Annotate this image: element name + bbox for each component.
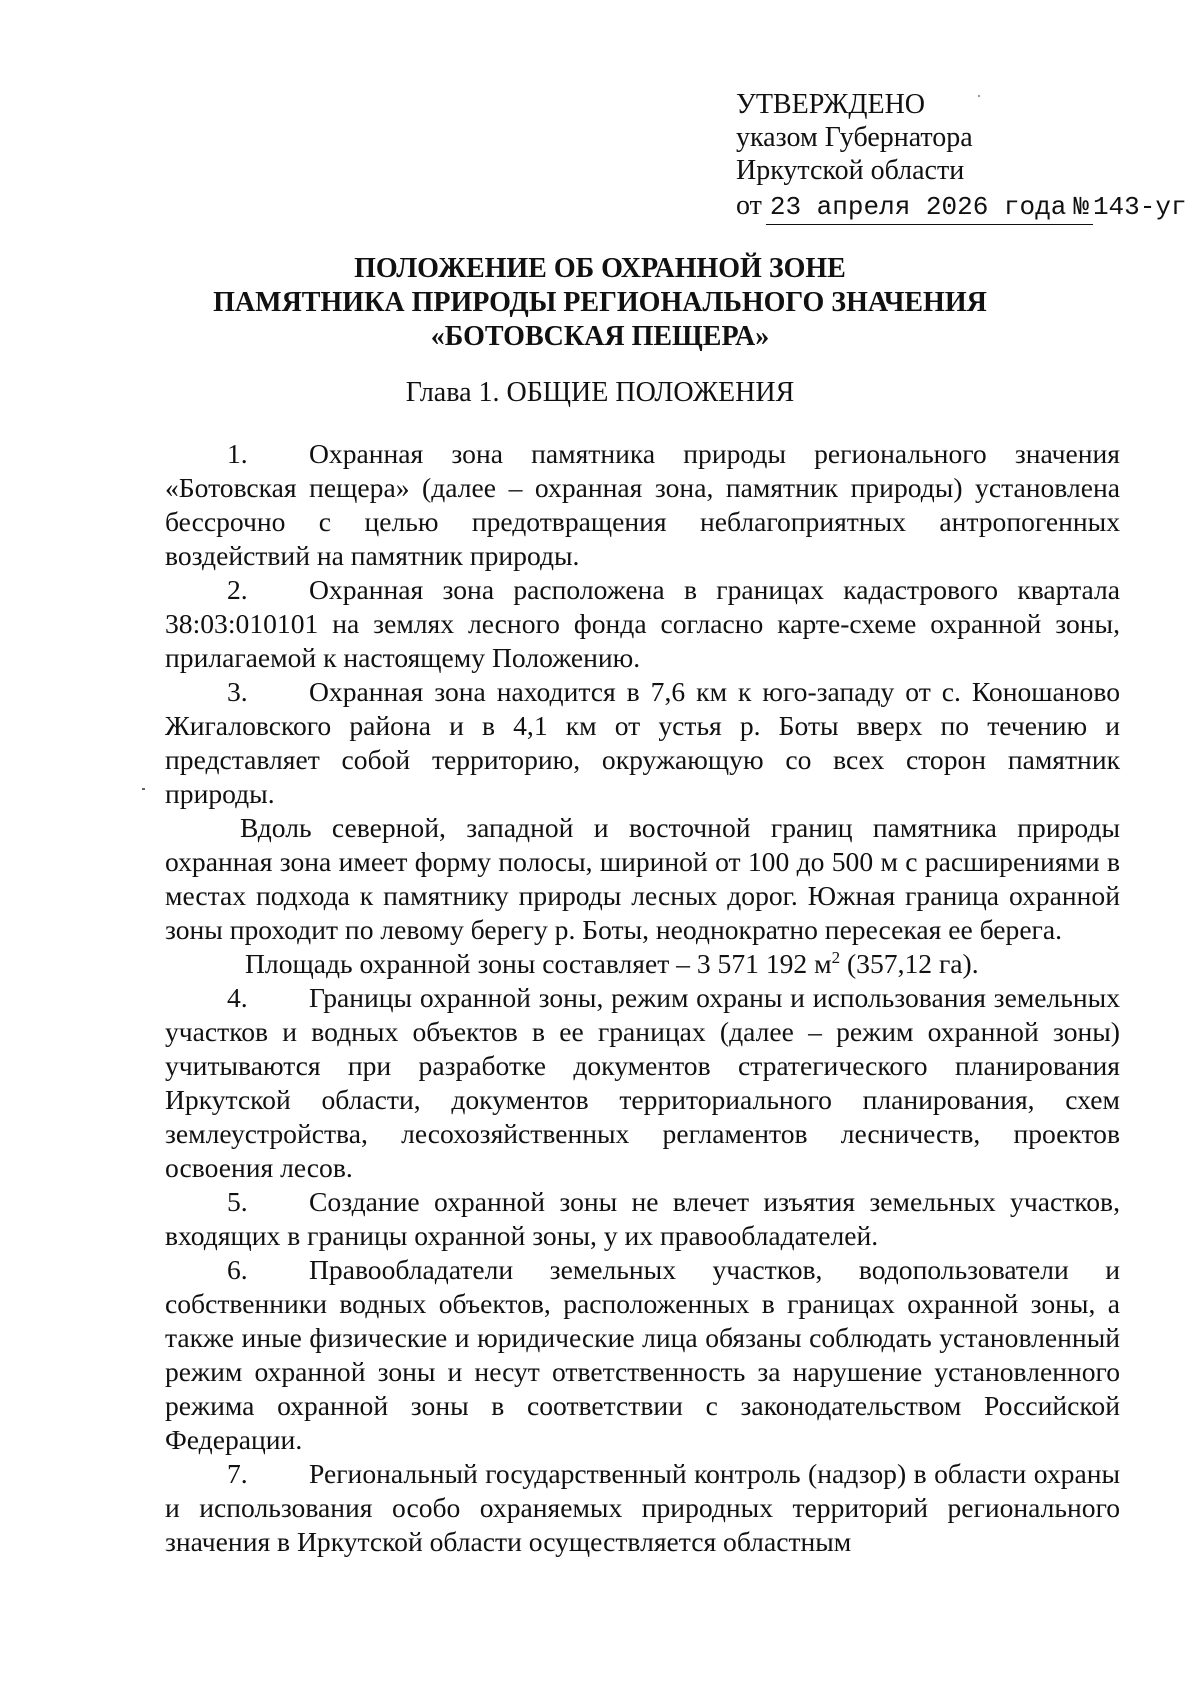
- paragraph-number: 5.: [227, 1186, 248, 1217]
- approval-block: [736, 88, 1187, 225]
- area-prefix: Площадь охранной зоны составляет – 3 571 192 м: [245, 948, 832, 979]
- title-line-1: ПОЛОЖЕНИЕ ОБ ОХРАННОЙ ЗОНЕ: [354, 253, 846, 284]
- approval-date-value: 23 апреля 2026 года: [769, 192, 1067, 222]
- approval-title: УТВЕРЖДЕНО: [736, 89, 926, 120]
- paragraph-4: [165, 981, 1120, 1185]
- paragraph-number: 3.: [227, 676, 248, 707]
- paragraph-text: Правообладатели земельных участков, водопользователи и собственники водных объектов, расположенных в границах охранной зоны, а также иные физические и юридические лица обязаны соблюдать установленный режим охранной зоны и несут ответственность за нарушение установленного режима охранной зоны в соответствии с законодательством Российской Федерации.: [165, 1254, 1120, 1455]
- paragraph-3-continued: [165, 811, 1120, 947]
- paragraph-number: 1.: [227, 438, 248, 469]
- paragraph-text: Региональный государственный контроль (надзор) в области охраны и использования особо охраняемых природных территорий регионального значения в Иркутской области осуществляется областным: [165, 1458, 1120, 1557]
- paragraph-text: Границы охранной зоны, режим охраны и использования земельных участков и водных объектов в ее границах (далее – режим охранной зоны) учитываются при разработке документов стратегического планирования Иркутской области, документов территориального планирования, схем землеустройства, лесохозяйственных регламентов лесничеств, проектов освоения лесов.: [165, 982, 1120, 1183]
- approval-line-2: Иркутской области: [736, 155, 965, 186]
- approval-number-label: №: [1073, 192, 1089, 222]
- area-statement: [165, 947, 1120, 981]
- paragraph-text: Охранная зона памятника природы регионального значения «Ботовская пещера» (далее – охранная зона, памятник природы) установлена бессрочно с целью предотвращения неблагоприятных антропогенных воздействий на памятник природы.: [165, 438, 1120, 571]
- paragraph-7: [165, 1457, 1120, 1559]
- approval-line-1: указом Губернатора: [736, 122, 973, 153]
- scan-speck: [142, 788, 145, 790]
- paragraph-6: [165, 1253, 1120, 1457]
- paragraph-number: 6.: [227, 1254, 248, 1285]
- document-title: [0, 252, 1200, 354]
- title-line-3: «БОТОВСКАЯ ПЕЩЕРА»: [430, 321, 770, 352]
- approval-number-value: 143-уг: [1092, 192, 1187, 222]
- paragraph-2: [165, 573, 1120, 675]
- paragraph-3: [165, 675, 1120, 811]
- paragraph-5: [165, 1185, 1120, 1253]
- approval-date-field: [766, 189, 1093, 225]
- document-body: [165, 437, 1120, 1559]
- paragraph-1: [165, 437, 1120, 573]
- paragraph-number: 2.: [227, 574, 248, 605]
- approval-date-line: [736, 189, 1187, 225]
- area-suffix: (357,12 га).: [840, 948, 979, 979]
- chapter-heading: Глава 1. ОБЩИЕ ПОЛОЖЕНИЯ: [405, 377, 795, 408]
- paragraph-number: 4.: [227, 982, 248, 1013]
- paragraph-text: Охранная зона находится в 7,6 км к юго-западу от с. Коношаново Жигаловского района и в 4,1 км от устья р. Боты вверх по течению и представляет собой территорию, окружающую со всех сторон памятник природы.: [165, 676, 1120, 809]
- title-line-2: ПАМЯТНИКА ПРИРОДЫ РЕГИОНАЛЬНОГО ЗНАЧЕНИЯ: [213, 287, 987, 318]
- paragraph-number: 7.: [227, 1458, 248, 1489]
- paragraph-text: Охранная зона расположена в границах кадастрового квартала 38:03:010101 на землях лесного фонда согласно карте-схеме охранной зоны, прилагаемой к настоящему Положению.: [165, 574, 1120, 673]
- paragraph-text: Вдоль северной, западной и восточной границ памятника природы охранная зона имеет форму полосы, шириной от 100 до 500 м с расширениями в местах подхода к памятнику природы лесных дорог. Южная граница охранной зоны проходит по левому берегу р. Боты, неоднократно пересекая ее берега.: [165, 812, 1120, 945]
- approval-from-label: от: [736, 190, 762, 221]
- paragraph-text: Создание охранной зоны не влечет изъятия земельных участков, входящих в границы охранной зоны, у их правообладателей.: [165, 1186, 1120, 1251]
- area-superscript: 2: [831, 947, 841, 967]
